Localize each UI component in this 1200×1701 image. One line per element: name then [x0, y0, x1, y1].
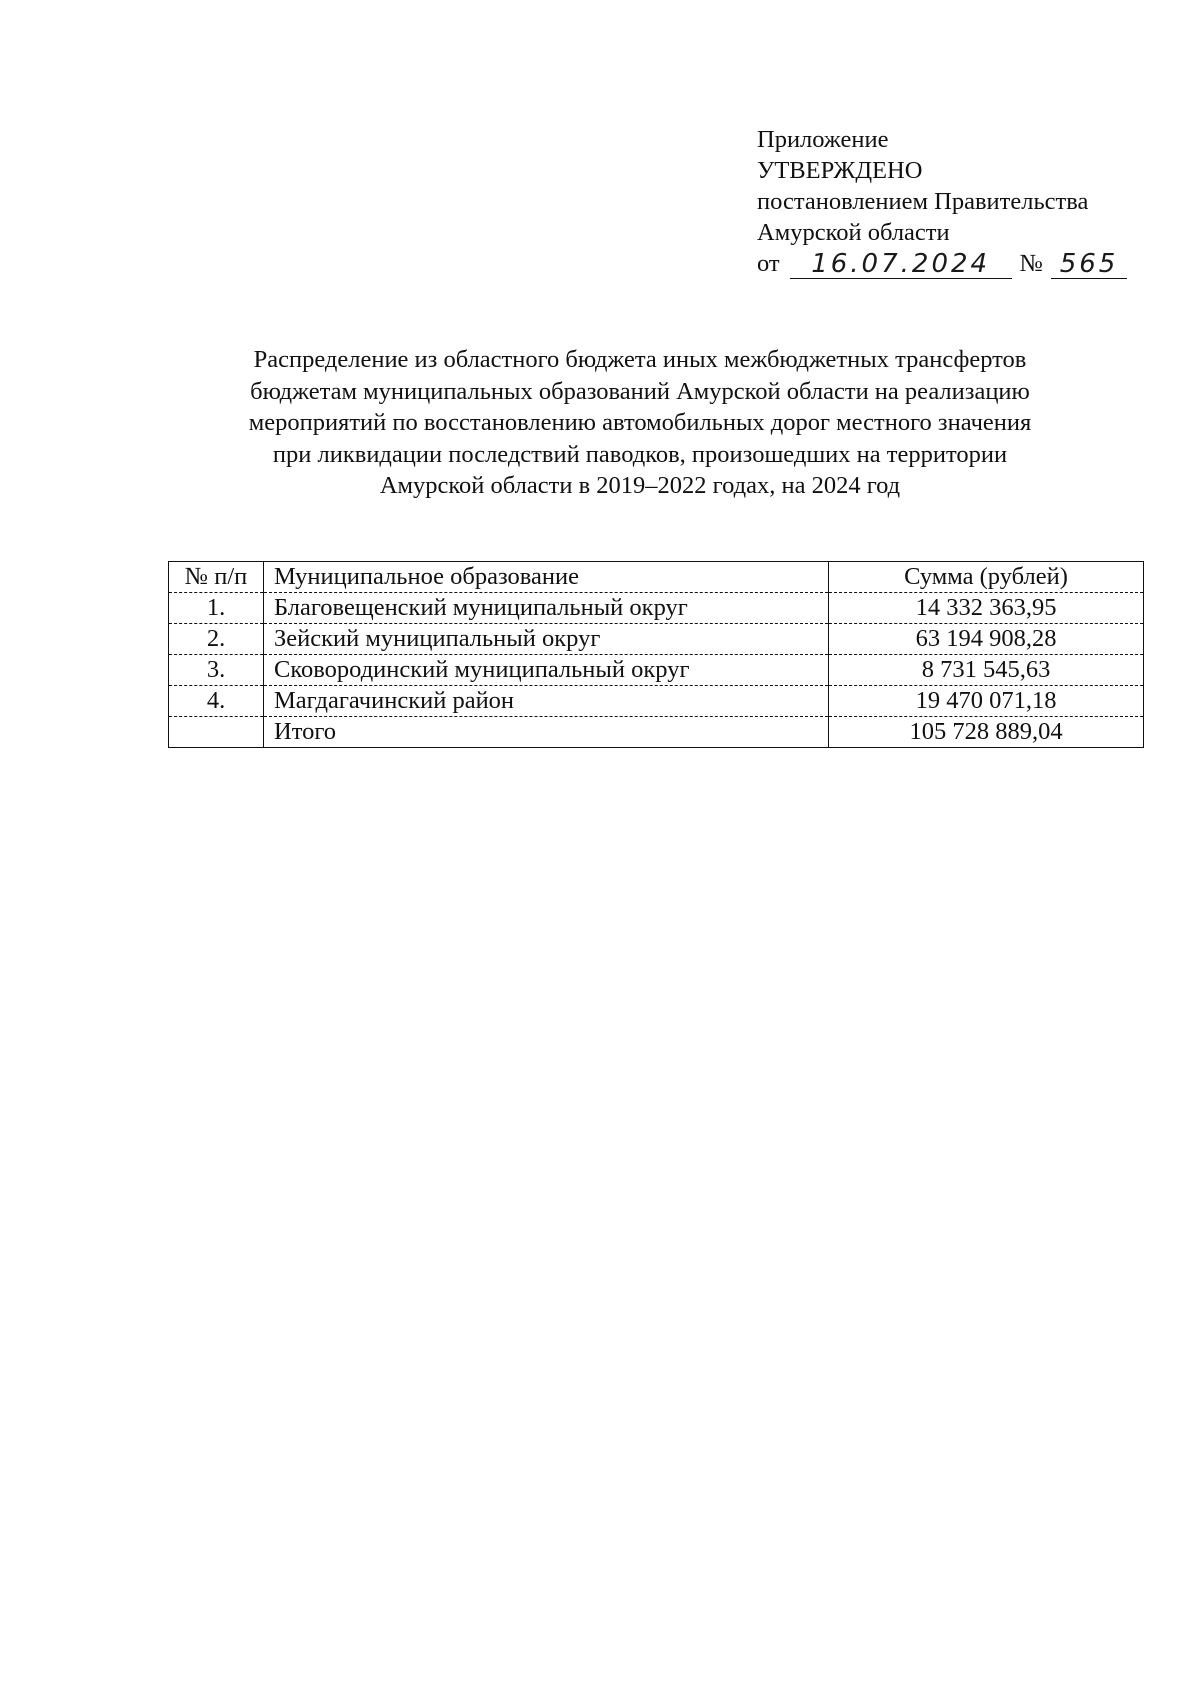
- handwritten-number: 565: [1051, 250, 1127, 279]
- row-number: 4.: [169, 686, 264, 717]
- row-number: 1.: [169, 593, 264, 624]
- table-total-row: [169, 717, 1144, 748]
- row-municipality: Магдагачинский район: [264, 686, 829, 717]
- title-line: мероприятий по восстановлению автомобильных дорог местного значения: [248, 409, 1032, 436]
- date-prefix: от: [757, 250, 780, 277]
- resolution-label: постановлением Правительства: [757, 188, 1089, 215]
- handwritten-date: 16.07.2024: [790, 250, 1012, 279]
- table-header-row: [169, 562, 1144, 593]
- row-number: 3.: [169, 655, 264, 686]
- row-sum: 8 731 545,63: [829, 655, 1144, 686]
- total-number: [169, 717, 264, 748]
- distribution-table: [168, 561, 1144, 748]
- row-number: 2.: [169, 624, 264, 655]
- table-row: [169, 686, 1144, 717]
- approved-label: УТВЕРЖДЕНО: [757, 157, 923, 184]
- title-line: бюджетам муниципальных образований Амурской области на реализацию: [250, 377, 1030, 405]
- document-title: [168, 344, 1112, 502]
- header-number: № п/п: [169, 562, 264, 593]
- total-label: Итого: [264, 717, 829, 748]
- title-line: при ликвидации последствий паводков, произошедших на территории: [272, 440, 1008, 468]
- header-municipality: Муниципальное образование: [264, 562, 829, 593]
- approval-block: [757, 124, 1127, 279]
- table-row: [169, 624, 1144, 655]
- table-row: [169, 593, 1144, 624]
- title-line: Амурской области в 2019–2022 годах, на 2024 год: [379, 472, 901, 499]
- row-sum: 63 194 908,28: [829, 624, 1144, 655]
- total-sum: 105 728 889,04: [829, 717, 1144, 748]
- header-sum: Сумма (рублей): [829, 562, 1144, 593]
- number-sign: №: [1019, 250, 1044, 277]
- row-municipality: Зейский муниципальный округ: [264, 624, 829, 655]
- row-sum: 19 470 071,18: [829, 686, 1144, 717]
- row-municipality: Благовещенский муниципальный округ: [264, 593, 829, 624]
- appendix-label: Приложение: [757, 126, 889, 153]
- title-line: Распределение из областного бюджета иных межбюджетных трансфертов: [253, 346, 1027, 373]
- region-label: Амурской области: [757, 219, 950, 246]
- row-sum: 14 332 363,95: [829, 593, 1144, 624]
- table-row: [169, 655, 1144, 686]
- row-municipality: Сковородинский муниципальный округ: [264, 655, 829, 686]
- resolution-date-line: [757, 248, 1127, 279]
